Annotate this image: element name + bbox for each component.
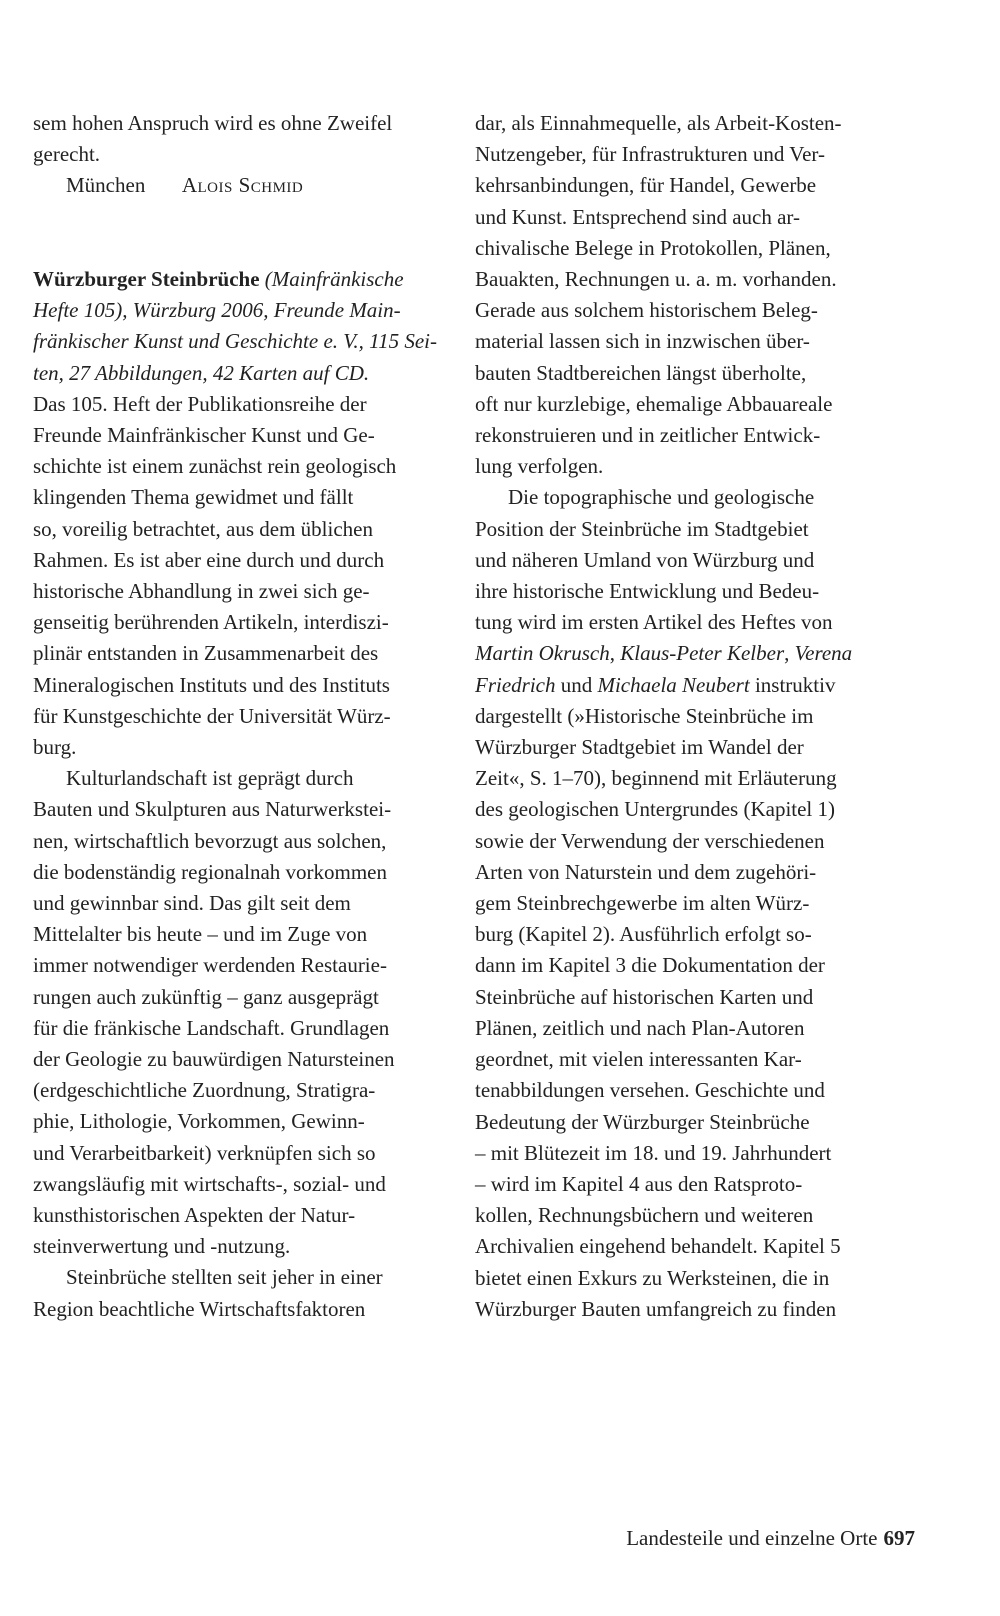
text-line: oft nur kurzlebige, ehemalige Abbauareale: [475, 391, 833, 416]
text-line: Arten von Naturstein und dem zugehöri-: [475, 859, 817, 884]
review-title: Würzburger Steinbrüche: [33, 266, 260, 291]
text-line: [475, 638, 915, 669]
text-line: Region beachtliche Wirtschaftsfaktoren: [33, 1296, 366, 1321]
text-line: immer notwendiger werdenden Restaurie-: [33, 953, 387, 978]
text-line: geordnet, mit vielen interessanten Kar-: [475, 1047, 802, 1072]
separator: ,: [609, 641, 621, 666]
text-line: bauten Stadtbereichen längst überholte,: [475, 360, 807, 385]
text-line: (erdgeschichtliche Zuordnung, Stratigra-: [33, 1078, 376, 1103]
text-line: Archivalien eingehend behandelt. Kapitel 5: [475, 1234, 841, 1259]
text-line: und Verarbeitbarkeit) verknüpfen sich so: [33, 1140, 376, 1165]
text-line: gerecht.: [33, 142, 101, 167]
left-column: [33, 108, 443, 1325]
spacer: [33, 233, 443, 264]
text-line: Das 105. Heft der Publikationsreihe der: [33, 391, 367, 416]
text-line: dar, als Einnahmequelle, als Arbeit-Kosten-: [475, 111, 842, 135]
spacer: [33, 202, 443, 233]
author-name: Martin Okrusch: [475, 641, 610, 666]
previous-review-ending: [33, 108, 443, 170]
text-line: dann im Kapitel 3 die Dokumentation der: [475, 953, 825, 978]
text-line: ihre historische Entwicklung und Bedeu-: [475, 579, 820, 604]
text-line: dargestellt (»Historische Steinbrüche im: [475, 703, 814, 728]
paragraph: [475, 108, 915, 482]
paragraph: [475, 482, 915, 1324]
text-line: genseitig berührenden Artikeln, interdiszi-: [33, 610, 389, 635]
text-line: zwangsläufig mit wirtschafts-, sozial- und: [33, 1171, 386, 1196]
text-line: burg (Kapitel 2). Ausführlich erfolgt so-: [475, 922, 812, 947]
text-line: so, voreilig betrachtet, aus dem üblichen: [33, 516, 373, 541]
review-bibliography-line: Hefte 105), Würzburg 2006, Freunde Main-: [33, 298, 401, 323]
text-line: – wird im Kapitel 4 aus den Ratsproto-: [475, 1171, 803, 1196]
text-line: historische Abhandlung in zwei sich ge-: [33, 579, 370, 604]
text-line: der Geologie zu bauwürdigen Natursteinen: [33, 1047, 395, 1072]
text-line: und näheren Umland von Würzburg und: [475, 547, 815, 572]
text-line: sowie der Verwendung der verschiedenen: [475, 828, 825, 853]
review-bibliography-line: fränkischer Kunst und Geschichte e. V., 115 Sei-: [33, 329, 437, 354]
separator: ,: [784, 641, 795, 666]
signature-author: Alois Schmid: [181, 173, 304, 198]
text-line: chivalische Belege in Protokollen, Plänen,: [475, 235, 831, 260]
text-line: Die topographische und geologische: [508, 485, 815, 510]
text-line: klingenden Thema gewidmet und fällt: [33, 485, 354, 510]
review-heading: [33, 264, 443, 389]
text-line: Kulturlandschaft ist geprägt durch: [66, 766, 354, 791]
text-line: und Kunst. Entsprechend sind auch ar-: [475, 204, 800, 229]
review-series: (Mainfränkische: [264, 266, 404, 291]
text-line: [475, 670, 915, 701]
text-line: Gerade aus solchem historischem Beleg-: [475, 298, 818, 323]
running-head: Landesteile und einzelne Orte: [626, 1526, 878, 1550]
text-line: für die fränkische Landschaft. Grundlagen: [33, 1015, 390, 1040]
text-line: Mittelalter bis heute – und im Zuge von: [33, 922, 368, 947]
text-line: phie, Lithologie, Vorkommen, Gewinn-: [33, 1109, 365, 1134]
text-line: Freunde Mainfränkischer Kunst und Ge-: [33, 423, 375, 447]
text-line: schichte ist einem zunächst rein geologisch: [33, 454, 397, 479]
text-line: Bedeutung der Würzburger Steinbrüche: [475, 1109, 810, 1134]
author-name: Friedrich: [475, 672, 556, 697]
text-line: rekonstruieren und in zeitlicher Entwick-: [475, 423, 821, 448]
text-line: Würzburger Bauten umfangreich zu finden: [475, 1296, 837, 1321]
page-number: 697: [883, 1526, 915, 1550]
author-name: Michaela Neubert: [597, 672, 750, 697]
text-line: material lassen sich in inzwischen über-: [475, 329, 810, 354]
signature-place: München: [66, 173, 146, 198]
text-line: burg.: [33, 735, 77, 760]
text-line: für Kunstgeschichte der Universität Würz-: [33, 703, 391, 728]
right-column: [475, 108, 915, 1325]
text-line: Bauten und Skulpturen aus Naturwerkstei-: [33, 797, 392, 822]
text-line: gem Steinbrechgewerbe im alten Würz-: [475, 891, 810, 916]
text-line: steinverwertung und -nutzung.: [33, 1234, 291, 1259]
text-line: und gewinnbar sind. Das gilt seit dem: [33, 891, 351, 916]
text-line: Würzburger Stadtgebiet im Wandel der: [475, 735, 804, 760]
paragraph: [33, 763, 443, 1262]
text-line: lung verfolgen.: [475, 454, 604, 479]
author-name: Verena: [794, 641, 853, 666]
conjunction: und: [555, 672, 598, 697]
text-line: plinär entstanden in Zusammenarbeit des: [33, 641, 379, 666]
text-line: rungen auch zukünftig – ganz ausgeprägt: [33, 984, 379, 1009]
text-line: Rahmen. Es ist aber eine durch und durch: [33, 547, 385, 572]
text-fragment: instruktiv: [749, 672, 836, 697]
text-line: Steinbrüche stellten seit jeher in einer: [66, 1265, 383, 1290]
text-line: Position der Steinbrüche im Stadtgebiet: [475, 516, 809, 541]
text-line: tenabbildungen versehen. Geschichte und: [475, 1078, 825, 1103]
paragraph: [33, 389, 443, 763]
paragraph: [33, 1262, 443, 1324]
text-line: nen, wirtschaftlich bevorzugt aus solchen,: [33, 828, 387, 853]
text-line: kollen, Rechnungsbüchern und weiteren: [475, 1203, 814, 1228]
reviewer-signature: [33, 170, 443, 201]
text-line: bietet einen Exkurs zu Werksteinen, die in: [475, 1265, 830, 1290]
text-line: des geologischen Untergrundes (Kapitel 1): [475, 797, 836, 822]
text-line: Steinbrüche auf historischen Karten und: [475, 984, 814, 1009]
text-line: Zeit«, S. 1–70), beginnend mit Erläuterung: [475, 766, 837, 791]
text-line: kehrsanbindungen, für Handel, Gewerbe: [475, 173, 817, 198]
text-line: – mit Blütezeit im 18. und 19. Jahrhundert: [475, 1140, 832, 1165]
text-line: kunsthistorischen Aspekten der Natur-: [33, 1203, 356, 1228]
review-bibliography-line: ten, 27 Abbildungen, 42 Karten auf CD.: [33, 360, 370, 385]
text-line: sem hohen Anspruch wird es ohne Zweifel: [33, 111, 393, 135]
text-line: Plänen, zeitlich und nach Plan-Autoren: [475, 1015, 805, 1040]
page-footer: [626, 1526, 915, 1551]
text-line: Mineralogischen Instituts und des Instituts: [33, 672, 390, 697]
text-line: tung wird im ersten Artikel des Heftes von: [475, 610, 833, 635]
text-line: Bauakten, Rechnungen u. a. m. vorhanden.: [475, 267, 837, 292]
text-line: die bodenständig regionalnah vorkommen: [33, 859, 387, 884]
author-name: Klaus-Peter Kelber: [620, 641, 785, 666]
text-line: Nutzengeber, für Infrastrukturen und Ver-: [475, 142, 825, 167]
